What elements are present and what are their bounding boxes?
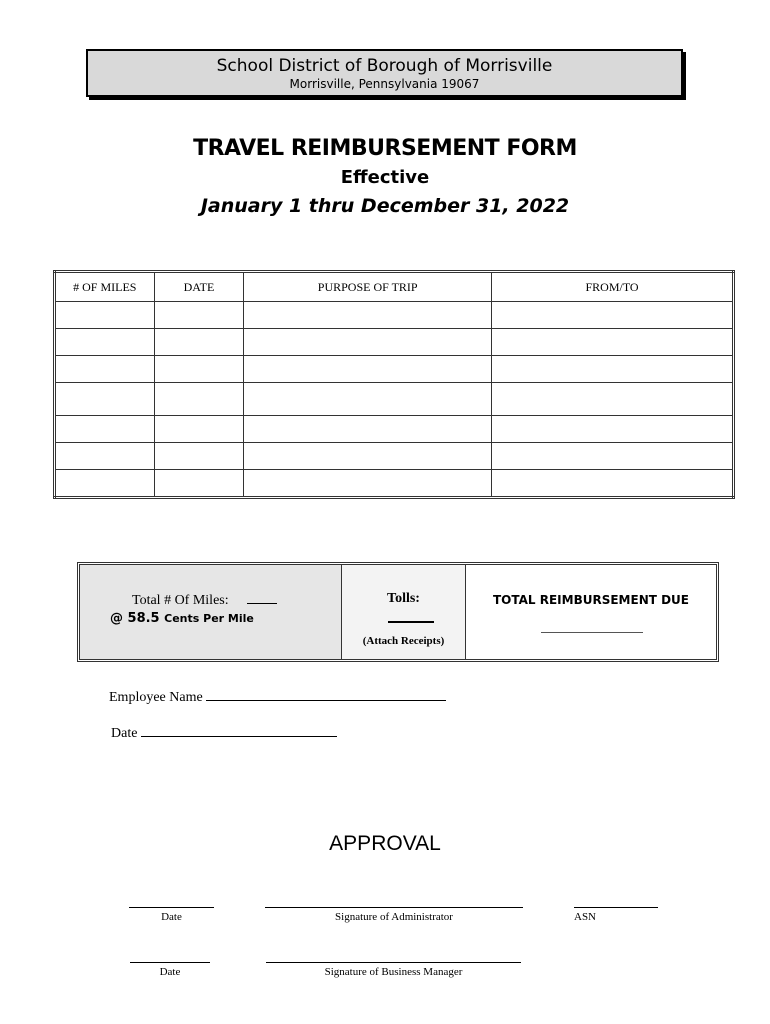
total-miles-field[interactable] [247, 603, 277, 604]
administrator-signature[interactable] [265, 907, 523, 923]
cell-miles[interactable] [55, 416, 155, 443]
cell-purpose[interactable] [244, 302, 492, 329]
district-address: Morrisville, Pennsylvania 19067 [289, 77, 480, 91]
district-name: School District of Borough of Morrisville [216, 56, 553, 76]
asn-label: ASN [574, 911, 597, 923]
employee-date-field[interactable] [141, 736, 337, 737]
cell-miles[interactable] [55, 383, 155, 416]
business-manager-signature-label: Signature of Business Manager [324, 966, 463, 978]
cell-date[interactable] [154, 383, 244, 416]
table-row [55, 443, 734, 470]
tolls-label: Tolls: [387, 591, 420, 606]
rate-value: @ 58.5 [110, 611, 160, 626]
attach-receipts-note: (Attach Receipts) [362, 635, 445, 647]
effective-period: January 1 thru December 31, 2022 [200, 195, 570, 217]
reimbursement-due-field[interactable] [541, 632, 643, 633]
cell-from-to[interactable] [492, 443, 734, 470]
cell-purpose[interactable] [244, 416, 492, 443]
total-miles-cell [80, 565, 342, 659]
table-row [55, 329, 734, 356]
cell-from-to[interactable] [492, 470, 734, 498]
rate-unit: Cents Per Mile [164, 612, 254, 625]
cell-from-to[interactable] [492, 383, 734, 416]
cell-date[interactable] [154, 356, 244, 383]
effective-label: Effective [340, 167, 430, 188]
col-purpose: PURPOSE OF TRIP [244, 272, 492, 302]
reimbursement-due-label: TOTAL REIMBURSEMENT DUE [492, 593, 689, 607]
cell-purpose[interactable] [244, 383, 492, 416]
col-from-to: FROM/TO [492, 272, 734, 302]
col-date: DATE [154, 272, 244, 302]
cell-date[interactable] [154, 302, 244, 329]
table-row [55, 383, 734, 416]
table-row [55, 470, 734, 498]
table-header-row [55, 272, 734, 302]
tolls-cell [342, 565, 466, 659]
cell-date[interactable] [154, 416, 244, 443]
cell-purpose[interactable] [244, 356, 492, 383]
cell-purpose[interactable] [244, 443, 492, 470]
employee-date-label: Date [111, 726, 138, 741]
cell-from-to[interactable] [492, 302, 734, 329]
reimbursement-due-cell [466, 565, 716, 659]
employee-date-row [111, 726, 337, 742]
col-miles: # OF MILES [55, 272, 155, 302]
cell-miles[interactable] [55, 356, 155, 383]
employee-name-label: Employee Name [109, 690, 203, 705]
cell-from-to[interactable] [492, 416, 734, 443]
asn-field[interactable] [574, 907, 658, 923]
form-title: TRAVEL REIMBURSEMENT FORM [193, 136, 577, 161]
approval-date-1-label: Date [161, 911, 182, 923]
cell-miles[interactable] [55, 302, 155, 329]
cell-date[interactable] [154, 470, 244, 498]
business-manager-signature[interactable] [266, 962, 521, 978]
cell-purpose[interactable] [244, 329, 492, 356]
table-row [55, 416, 734, 443]
cell-miles[interactable] [55, 443, 155, 470]
cell-from-to[interactable] [492, 356, 734, 383]
cell-miles[interactable] [55, 470, 155, 498]
administrator-signature-label: Signature of Administrator [335, 911, 453, 923]
cell-from-to[interactable] [492, 329, 734, 356]
approval-date-1[interactable] [129, 907, 214, 923]
approval-heading: APPROVAL [329, 832, 441, 855]
totals-box [77, 562, 719, 662]
employee-name-field[interactable] [206, 700, 446, 701]
employee-name-row [109, 690, 446, 706]
total-miles-label: Total # Of Miles: [132, 593, 229, 608]
cell-miles[interactable] [55, 329, 155, 356]
table-row [55, 356, 734, 383]
table-row [55, 302, 734, 329]
tolls-field[interactable] [388, 621, 434, 623]
district-header [86, 49, 683, 97]
approval-date-2-label: Date [159, 966, 181, 978]
approval-date-2[interactable] [130, 962, 210, 978]
cell-date[interactable] [154, 443, 244, 470]
cell-purpose[interactable] [244, 470, 492, 498]
cell-date[interactable] [154, 329, 244, 356]
mileage-table [53, 270, 735, 499]
